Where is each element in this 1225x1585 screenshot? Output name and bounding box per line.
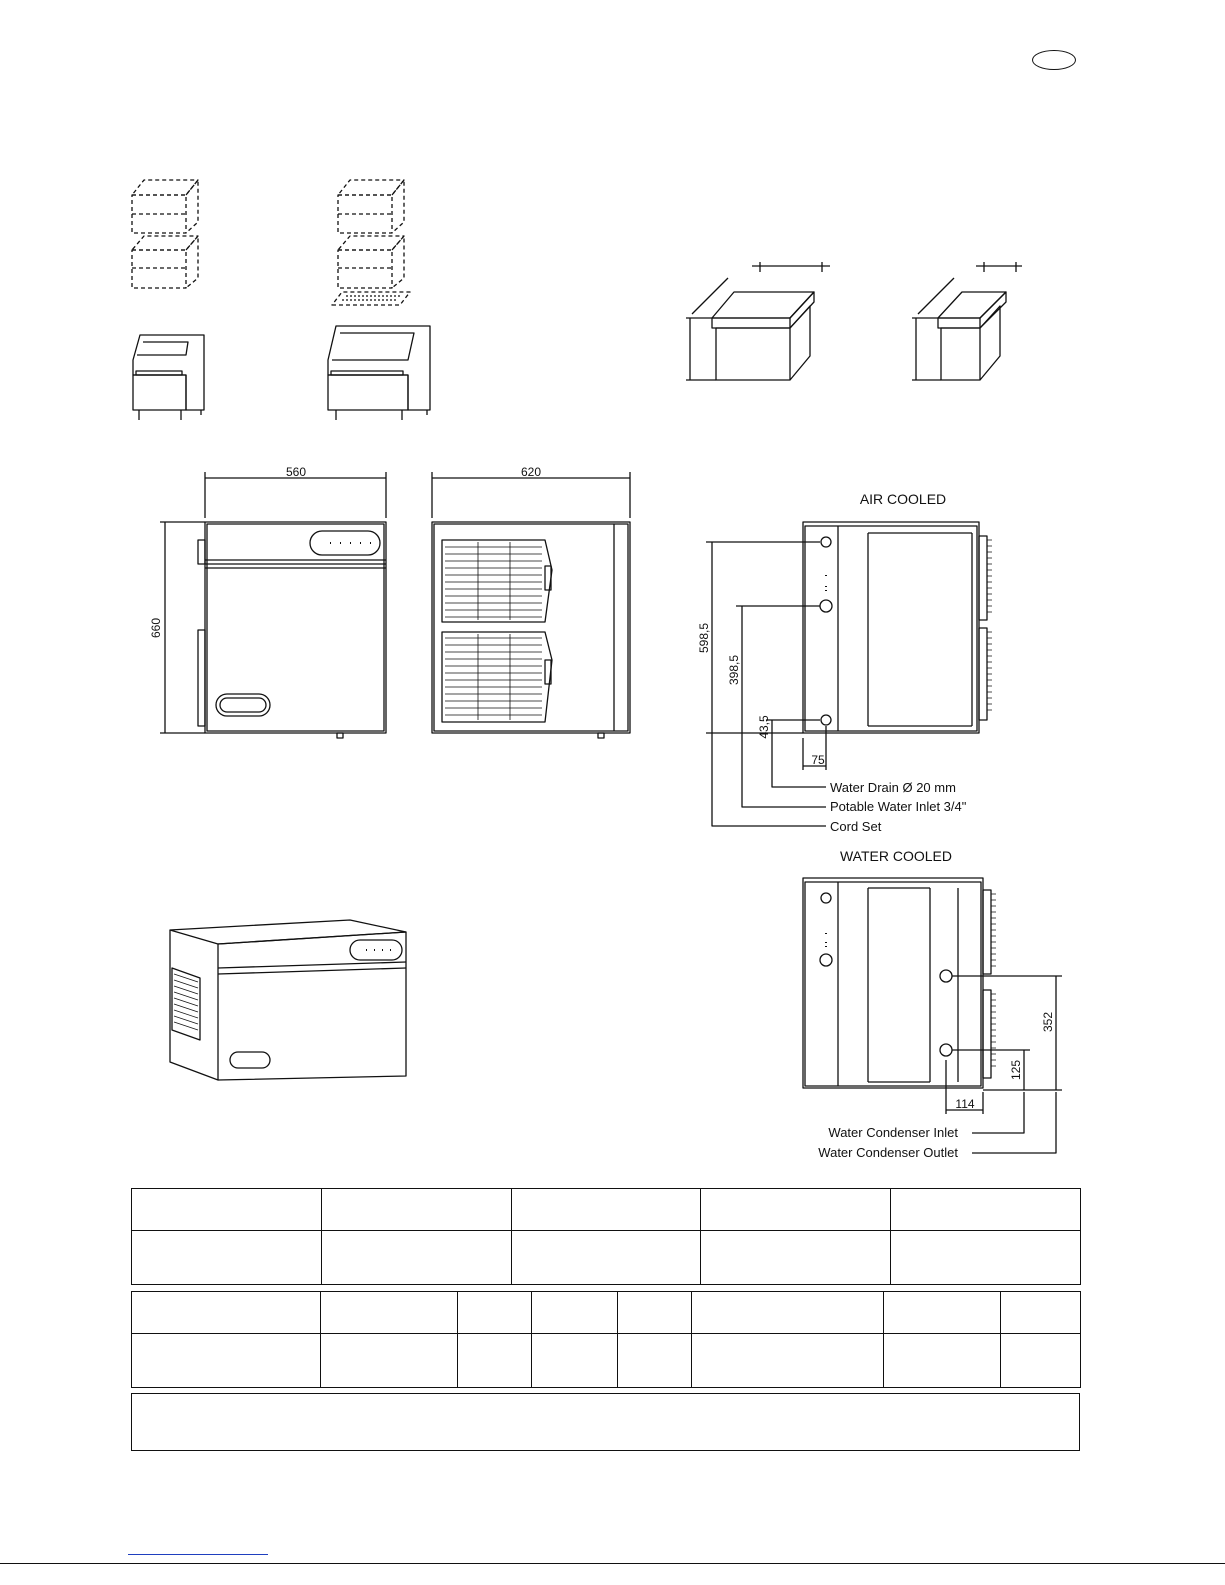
table-cell <box>1001 1334 1081 1388</box>
water-cooled-grille <box>991 894 996 1066</box>
table-cell <box>692 1292 884 1334</box>
side-view-drawing <box>432 472 630 738</box>
water-outlet-dim: 352 <box>1041 1011 1055 1033</box>
footer-link-underline[interactable] <box>128 1554 268 1555</box>
table-cell <box>132 1189 322 1231</box>
depth-dim: 620 <box>520 465 542 479</box>
air-inlet-dim: 398,5 <box>727 654 741 686</box>
footer-rule <box>0 1563 1225 1564</box>
width-dim: 560 <box>285 465 307 479</box>
air-drain-dim: 43,5 <box>757 715 771 739</box>
water-cooled-drawing <box>803 878 1062 1153</box>
bin-dimension-diagram <box>686 262 830 380</box>
table-cell <box>692 1334 884 1388</box>
potable-inlet-label: Potable Water Inlet 3/4" <box>830 799 967 814</box>
storage-bin-icon <box>133 335 204 420</box>
table-cell <box>884 1292 1001 1334</box>
table-cell <box>322 1231 512 1285</box>
spec-table-1 <box>131 1188 1081 1285</box>
table-cell <box>321 1292 458 1334</box>
table-cell <box>884 1334 1001 1388</box>
air-cooled-grille <box>987 540 992 710</box>
table-cell <box>701 1231 891 1285</box>
table-cell <box>321 1334 458 1388</box>
air-cooled-title: AIR COOLED <box>859 491 947 507</box>
control-panel-leds <box>330 543 826 950</box>
ice-maker-iso-icon <box>170 920 406 1080</box>
table-cell <box>891 1189 1081 1231</box>
spec-table-3 <box>131 1393 1080 1451</box>
side-grille <box>445 542 542 720</box>
water-drain-label: Water Drain Ø 20 mm <box>830 780 956 795</box>
water-inlet-dim: 125 <box>1009 1059 1023 1081</box>
table-cell <box>1001 1292 1081 1334</box>
air-offset-dim: 75 <box>811 753 825 767</box>
air-cord-dim: 598,5 <box>697 622 711 654</box>
stacking-kit-icon <box>132 180 198 288</box>
table-cell <box>618 1292 692 1334</box>
spec-table-2 <box>131 1291 1081 1388</box>
table-cell <box>458 1334 532 1388</box>
storage-bin-icon <box>328 326 430 420</box>
iso-grille <box>174 974 198 1030</box>
table-cell <box>891 1231 1081 1285</box>
table-cell <box>132 1394 1080 1451</box>
condenser-outlet-label: Water Condenser Outlet <box>818 1145 958 1160</box>
table-cell <box>458 1292 532 1334</box>
table-cell <box>512 1231 701 1285</box>
grille-dots <box>342 296 400 300</box>
table-cell <box>512 1189 701 1231</box>
water-offset-dim: 114 <box>955 1097 975 1111</box>
cord-set-label: Cord Set <box>830 819 882 834</box>
table-cell <box>701 1189 891 1231</box>
water-cooled-title: WATER COOLED <box>839 848 953 864</box>
table-cell <box>532 1292 618 1334</box>
height-dim: 660 <box>149 617 163 639</box>
table-cell <box>618 1334 692 1388</box>
table-cell <box>532 1334 618 1388</box>
table-cell <box>132 1231 322 1285</box>
condenser-inlet-label: Water Condenser Inlet <box>828 1125 958 1140</box>
table-cell <box>322 1189 512 1231</box>
bin-dimension-diagram <box>912 262 1022 380</box>
table-cell <box>132 1334 321 1388</box>
stacking-kit-icon <box>332 180 410 305</box>
table-cell <box>132 1292 321 1334</box>
front-view-drawing <box>160 472 386 738</box>
